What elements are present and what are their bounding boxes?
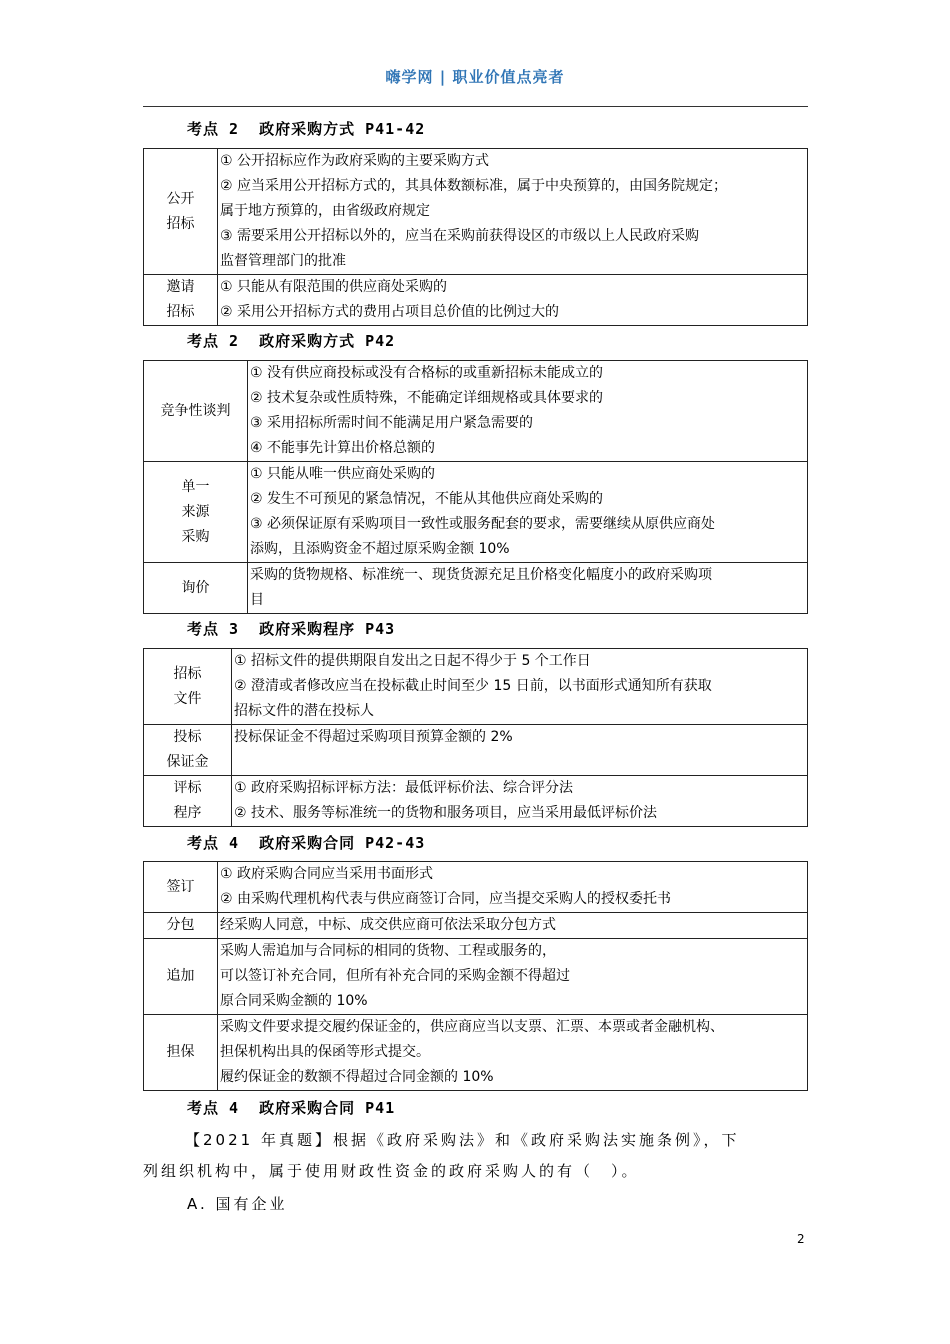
table-row	[144, 725, 808, 776]
section-heading: 考点 2 政府采购方式 P42	[187, 332, 396, 350]
row-label	[144, 776, 232, 827]
header-divider	[143, 106, 808, 107]
table-row	[144, 462, 808, 563]
row-label	[144, 563, 248, 614]
table-row	[144, 1015, 808, 1091]
row-label	[144, 725, 232, 776]
content-line: 监督管理部门的批准	[220, 253, 346, 269]
table-row	[144, 776, 808, 827]
content-line: ② 技术复杂或性质特殊，不能确定详细规格或具体要求的	[250, 390, 603, 406]
row-label-text: 单一	[181, 478, 210, 495]
content-line: ② 由采购代理机构代表与供应商签订合同，应当提交采购人的授权委托书	[220, 891, 671, 907]
question-line-1: 【2021 年真题】根据《政府采购法》和《政府采购法实施条例》，下	[185, 1131, 740, 1149]
content-line: 经采购人同意，中标、成交供应商可依法采取分包方式	[220, 917, 556, 933]
content-line: ① 政府采购招标评标方法：最低评标价法、综合评分法	[234, 780, 573, 796]
content-line: 履约保证金的数额不得超过合同金额的 10%	[220, 1069, 494, 1085]
content-line: ① 只能从唯一供应商处采购的	[250, 466, 436, 482]
content-line: ① 招标文件的提供期限自发出之日起不得少于 5 个工作日	[234, 653, 591, 669]
table-row	[144, 939, 808, 1015]
page-number: 2	[797, 1232, 805, 1246]
row-label-text: 投标	[173, 729, 202, 745]
page-header: 嗨学网 | 职业价值点亮者	[385, 68, 565, 86]
row-content	[248, 563, 808, 614]
row-content	[248, 462, 808, 563]
row-label-text: 公开	[166, 190, 195, 207]
row-label-text: 采购	[181, 528, 210, 545]
content-line: ③ 采用招标所需时间不能满足用户紧急需要的	[250, 415, 533, 431]
row-label	[144, 913, 218, 939]
row-label-text: 询价	[181, 579, 210, 596]
content-line: ③ 必须保证原有采购项目一致性或服务配套的要求，需要继续从原供应商处	[250, 516, 715, 532]
section-table	[143, 861, 808, 1091]
content-line: ① 只能从有限范围的供应商处采购的	[220, 279, 448, 295]
row-content	[218, 913, 808, 939]
row-content	[218, 1015, 808, 1091]
content-line: 原合同采购金额的 10%	[220, 993, 368, 1009]
row-label-text: 邀请	[166, 279, 195, 295]
content-line: 添购，且添购资金不超过原采购金额 10%	[250, 541, 510, 557]
row-content	[248, 361, 808, 462]
row-label-text: 来源	[181, 503, 210, 520]
table-row	[144, 275, 808, 326]
table-row	[144, 149, 808, 275]
section-heading: 考点 4 政府采购合同 P41	[187, 1099, 396, 1117]
question-line-2: 列组织机构中，属于使用财政性资金的政府采购人的有（ ）。	[143, 1162, 640, 1180]
content-line: ④ 不能事先计算出价格总额的	[250, 440, 436, 456]
row-content	[232, 776, 808, 827]
content-line: 投标保证金不得超过采购项目预算金额的 2%	[234, 729, 513, 745]
option-a: A. 国有企业	[187, 1195, 288, 1213]
content-line: ② 采用公开招标方式的费用占项目总价值的比例过大的	[220, 304, 559, 320]
content-line: ① 没有供应商投标或没有合格标的或重新招标未能成立的	[250, 365, 603, 381]
section-heading: 考点 2 政府采购方式 P41-42	[187, 120, 426, 138]
content-line: 采购文件要求提交履约保证金的，供应商应当以支票、汇票、本票或者金融机构、	[220, 1019, 724, 1035]
row-label	[144, 1015, 218, 1091]
row-content	[218, 939, 808, 1015]
table-row	[144, 563, 808, 614]
row-label	[144, 862, 218, 913]
row-label	[144, 462, 248, 563]
section-table	[143, 360, 808, 614]
table-row	[144, 361, 808, 462]
content-line: 招标文件的潜在投标人	[234, 703, 374, 719]
content-line: 目	[250, 592, 264, 608]
row-content	[218, 275, 808, 326]
row-label-text: 保证金	[166, 754, 209, 770]
row-label-text: 竞争性谈判	[160, 402, 231, 419]
row-label-text: 评标	[173, 780, 202, 796]
content-line: ② 技术、服务等标准统一的货物和服务项目，应当采用最低评标价法	[234, 805, 657, 821]
content-line: 采购的货物规格、标准统一、现货货源充足且价格变化幅度小的政府采购项	[250, 567, 712, 583]
content-line: ③ 需要采用公开招标以外的，应当在采购前获得设区的市级以上人民政府采购	[220, 228, 699, 244]
content-line: 可以签订补充合同，但所有补充合同的采购金额不得超过	[220, 968, 570, 984]
row-label-text: 担保	[166, 1044, 195, 1060]
row-content	[218, 862, 808, 913]
content-line: 担保机构出具的保函等形式提交。	[220, 1044, 430, 1060]
content-line: ① 公开招标应作为政府采购的主要采购方式	[220, 153, 489, 169]
section-table	[143, 648, 808, 827]
section-heading: 考点 3 政府采购程序 P43	[187, 620, 396, 638]
content-line: ② 发生不可预见的紧急情况，不能从其他供应商处采购的	[250, 491, 603, 507]
table-row	[144, 649, 808, 725]
section-heading: 考点 4 政府采购合同 P42-43	[187, 834, 426, 852]
row-label	[144, 649, 232, 725]
table-row	[144, 913, 808, 939]
row-content	[218, 149, 808, 275]
row-content	[232, 649, 808, 725]
row-label	[144, 275, 218, 326]
row-label	[144, 361, 248, 462]
row-label-text: 招标	[166, 304, 195, 320]
content-line: ② 应当采用公开招标方式的，其具体数额标准，属于中央预算的，由国务院规定；	[220, 178, 727, 194]
content-line: ① 政府采购合同应当采用书面形式	[220, 866, 434, 882]
content-line: 采购人需追加与合同标的相同的货物、工程或服务的，	[220, 943, 556, 959]
row-label-text: 程序	[173, 805, 202, 821]
row-label-text: 招标	[173, 665, 202, 682]
row-label-text: 分包	[166, 917, 195, 933]
row-content	[232, 725, 808, 776]
table-row	[144, 862, 808, 913]
row-label	[144, 149, 218, 275]
content-line: ② 澄清或者修改应当在投标截止时间至少 15 日前，以书面形式通知所有获取	[234, 678, 712, 694]
content-line: 属于地方预算的，由省级政府规定	[220, 203, 430, 219]
row-label-text: 追加	[166, 968, 195, 984]
row-label-text: 签订	[166, 878, 195, 895]
section-table	[143, 148, 808, 326]
row-label-text: 招标	[166, 215, 195, 232]
row-label	[144, 939, 218, 1015]
row-label-text: 文件	[173, 690, 202, 707]
